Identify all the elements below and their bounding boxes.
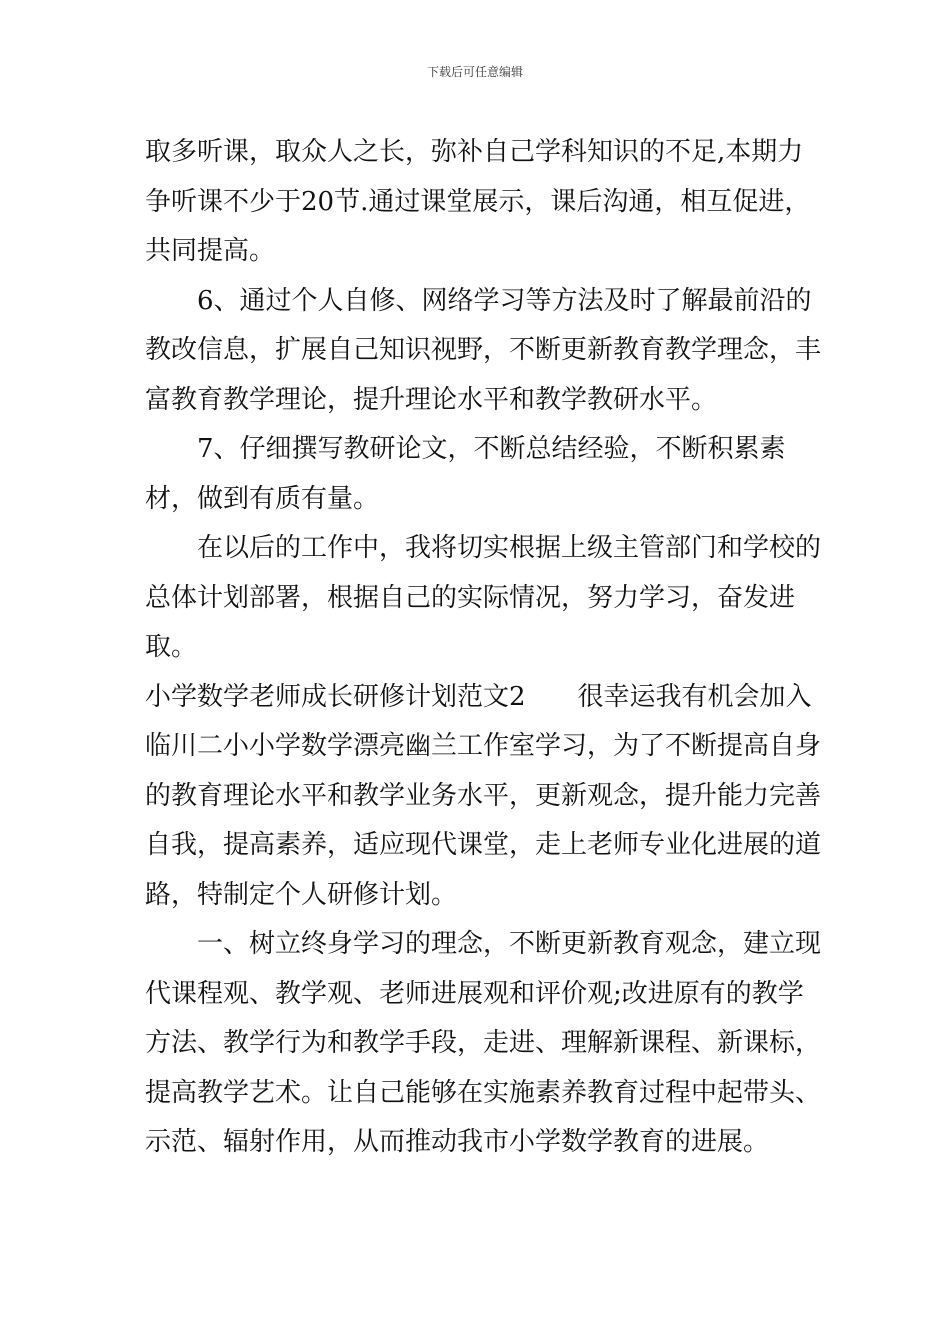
paragraph-4: 在以后的工作中，我将切实根据上级主管部门和学校的总体计划部署，根据自己的实际情况，努力学习，奋发进取。 [145,533,822,662]
document-body [145,128,825,1168]
page-header-note: 下载后可任意编辑 [426,65,523,79]
paragraph-1: 取多听课，取众人之长，弥补自己学科知识的不足,本期力争听课不少于20节.通过课堂展示，课后沟通，相互促进，共同提高。 [145,137,811,266]
paragraph-2: 6、通过个人自修、网络学习等方法及时了解最前沿的教改信息，扩展自己知识视野，不断更新教育教学理念，丰富教育教学理论，提升理论水平和教学教研水平。 [145,285,822,415]
paragraph-6: 一、树立终身学习的理念，不断更新教育观念，建立现代课程观、教学观、老师进展观和评价观;改进原有的教学方法、教学行为和教学手段，走进、理解新课程、新课标，提高教学艺术。让自己能够在实施素养教育过程中起带头、示范、辐射作用，从而推动我市小学数学教育的进展。 [145,929,822,1157]
paragraph-3: 7、仔细撰写教研论文，不断总结经验，不断积累素材，做到有质有量。 [145,434,786,514]
paragraph-5: 小学数学老师成长研修计划范文2 很幸运我有机会加入临川二小小学数学漂亮幽兰工作室学习，为了不断提高自身的教育理论水平和教学业务水平，更新观念，提升能力完善自我，提高素养，适应现代课堂，走上老师专业化进展的道路，特制定个人研修计划。 [145,681,822,910]
